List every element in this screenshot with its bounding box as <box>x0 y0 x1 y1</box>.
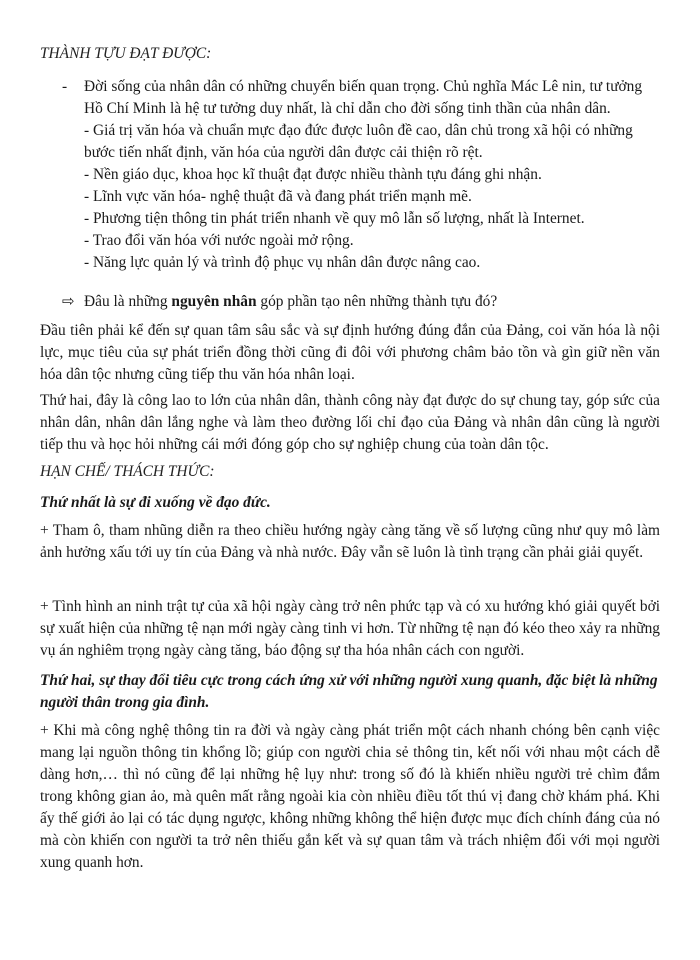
causes-question <box>62 290 497 313</box>
question-prefix: Đâu là những <box>84 293 172 310</box>
list-item-text: Đời sống của nhân dân có những chuyển biến quan trọng. Chủ nghĩa Mác Lê nin, tư tưởng Hồ Chí Minh là hệ tư tưởng duy nhất, là chỉ dẫn cho đời sống tinh thần của nhân dân. <box>84 78 643 117</box>
list-item <box>62 76 662 120</box>
challenges-heading: HẠN CHẾ/ THÁCH THỨC: <box>40 463 215 480</box>
list-item: - Giá trị văn hóa và chuẩn mực đạo đức được luôn đề cao, dân chủ trong xã hội có những bước tiến nhất định, văn hóa của người dân được cải thiện rõ rệt. <box>84 122 633 161</box>
list-item: - Trao đổi văn hóa với nước ngoài mở rộng. <box>84 232 354 249</box>
list-item: - Phương tiện thông tin phát triển nhanh về quy mô lẫn số lượng, nhất là Internet. <box>84 210 585 227</box>
challenge-title-1: Thứ nhất là sự đi xuống về đạo đức. <box>40 494 271 511</box>
list-item: - Nền giáo dục, khoa học kĩ thuật đạt được nhiều thành tựu đáng ghi nhận. <box>84 166 542 183</box>
challenge-point: + Khi mà công nghệ thông tin ra đời và ngày càng phát triển một cách nhanh chóng bên cạnh việc mang lại nguồn thông tin khổng lồ; giúp con người chia sẻ thông tin, kết nối với nhau một cách dễ dàng hơn,… thì nó cũng để lại những hệ lụy như: trong số đó là khiến nhiều người trẻ chìm đắm trong không gian ảo, mà quên mất rằng ngoài kia còn nhiều điều tốt thú vị đang chờ khám phá. Khi ấy thế giới ảo lại có tác dụng ngược, không những không thể hiện được mục đích chính đáng của nó mà còn khiến con người ta trở nên thiếu gắn kết và sự quan tâm và trách nhiệm đối với mọi người xung quanh hơn. <box>40 722 660 871</box>
cause-paragraph-2: Thứ hai, đây là công lao to lớn của nhân dân, thành công này đạt được do sự chung tay, góp sức của nhân dân, nhân dân lắng nghe và làm theo đường lối chỉ đạo của Đảng và nhân dân cũng là người tiếp thu và học hỏi những cái mới đóng góp cho sự nghiệp chung của toàn dân tộc. <box>40 392 660 453</box>
list-item: - Lĩnh vực văn hóa- nghệ thuật đã và đang phát triển mạnh mẽ. <box>84 188 472 205</box>
question-bold: nguyên nhân <box>171 293 257 310</box>
arrow-right-icon: ⇨ <box>62 292 75 310</box>
question-suffix: góp phần tạo nên những thành tựu đó? <box>256 293 498 310</box>
dash-bullet: - <box>62 78 68 95</box>
challenge-title-2: Thứ hai, sự thay đổi tiêu cực trong cách ứng xử với những người xung quanh, đặc biệt là những người thân trong gia đình. <box>40 672 658 711</box>
challenge-point: + Tham ô, tham nhũng diễn ra theo chiều hướng ngày càng tăng về số lượng cũng như quy mô làm ảnh hưởng xấu tới uy tín của Đảng và nhà nước. Đây vẫn sẽ luôn là tình trạng cần phải giải quyết. <box>40 522 660 561</box>
achievements-heading: THÀNH TỰU ĐẠT ĐƯỢC: <box>40 45 212 62</box>
challenge-point: + Tình hình an ninh trật tự của xã hội ngày càng trở nên phức tạp và có xu hướng khó giải quyết bởi sự xuất hiện của những tệ nạn mới ngày càng tinh vi hơn. Từ những tệ nạn đó kéo theo xảy ra những vụ án nghiêm trọng ngày càng tăng, báo động sự tha hóa nhân cách con người. <box>40 598 660 659</box>
achievements-list <box>62 76 662 274</box>
list-item: - Năng lực quản lý và trình độ phục vụ nhân dân được nâng cao. <box>84 254 481 271</box>
cause-paragraph-1: Đầu tiên phải kể đến sự quan tâm sâu sắc và sự định hướng đúng đắn của Đảng, coi văn hóa là nội lực, mục tiêu của sự phát triển đồng thời cũng đi đôi với phương châm bảo tồn và gìn giữ nền văn hóa dân tộc nhưng cũng tiếp thu văn hóa nhân loại. <box>40 322 660 383</box>
